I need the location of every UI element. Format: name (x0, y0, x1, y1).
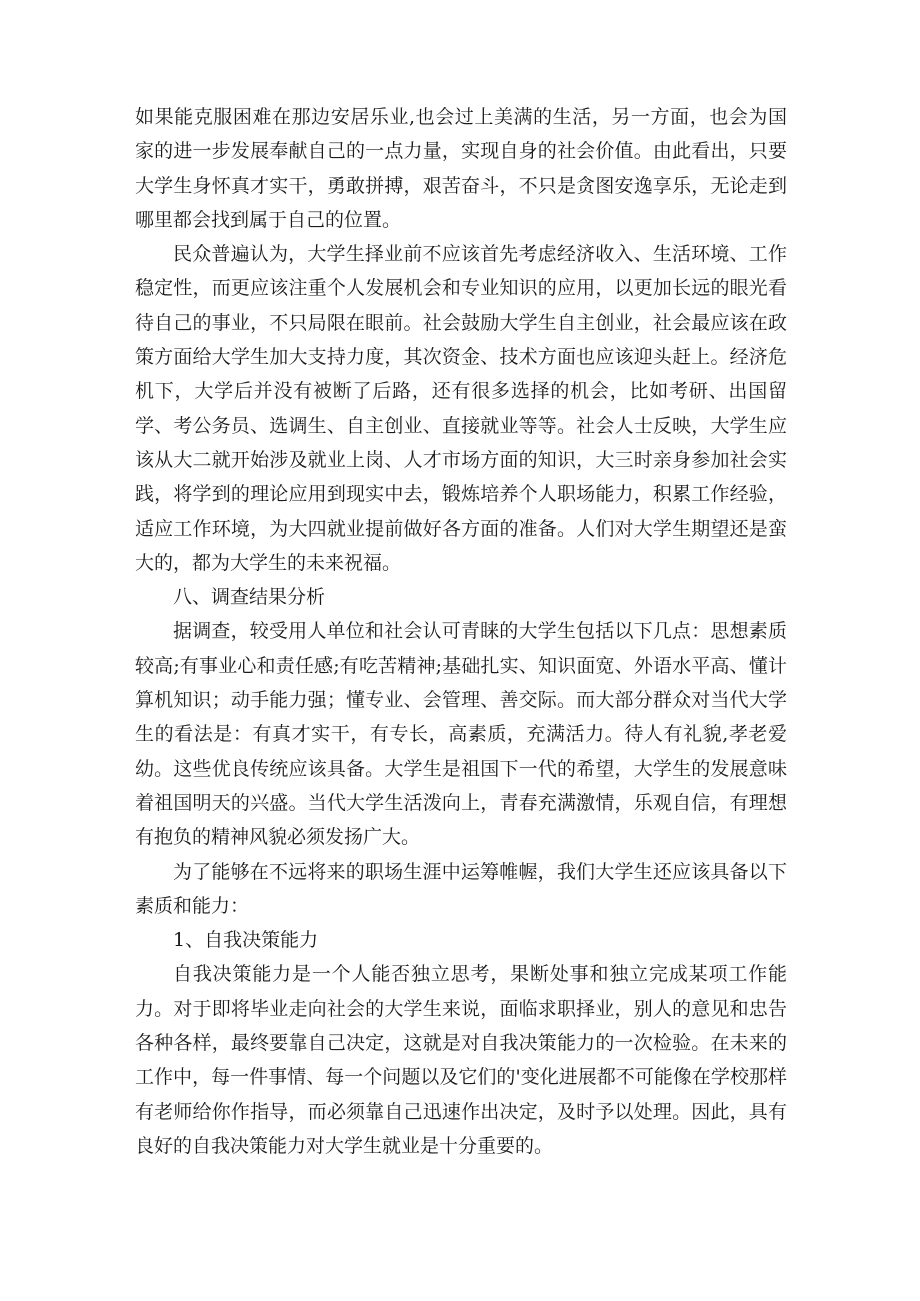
paragraph-continuation: 如果能克服困难在那边安居乐业,也会过上美满的生活，另一方面，也会为国家的进一步发展奉献自己的一点力量，实现自身的社会价值。由此看出，只要大学生身怀真才实干，勇敢拼搏，艰苦奋斗，不只是贪图安逸享乐，无论走到哪里都会找到属于自己的位置。 (135, 106, 787, 231)
paragraph-self-decision: 自我决策能力是一个人能否独立思考，果断处事和独立完成某项工作能力。对于即将毕业走向社会的大学生来说，面临求职择业，别人的意见和忠告各种各样，最终要靠自己决定，这就是对自我决策能力的一次检验。在未来的工作中，每一件事情、每一个问题以及它们的'变化进展都不可能像在学校那样有老师给你作指导，而必须靠自己迅速作出决定，及时予以处理。因此，具有良好的自我决策能力对大学生就业是十分重要的。 (135, 963, 787, 1157)
paragraph-public-opinion: 民众普遍认为，大学生择业前不应该首先考虑经济收入、生活环境、工作稳定性，而更应该注重个人发展机会和专业知识的应用，以更加长远的眼光看待自己的事业，不只局限在眼前。社会鼓励大学生自主创业，社会最应该在政策方面给大学生加大支持力度，其次资金、技术方面也应该迎头赶上。经济危机下，大学后并没有被断了后路，还有很多选择的机会，比如考研、出国留学、考公务员、选调生、自主创业、直接就业等等。社会人士反映，大学生应该从大二就开始涉及就业上岗、人才市场方面的知识，大三时亲身参加社会实践，将学到的理论应用到现实中去，锻炼培养个人职场能力，积累工作经验，适应工作环境，为大四就业提前做好各方面的准备。人们对大学生期望还是蛮大的，都为大学生的未来祝福。 (135, 243, 787, 574)
document-body (135, 100, 787, 1163)
section-heading-analysis: 八、调查结果分析 (173, 586, 326, 609)
paragraph-survey-results: 据调查，较受用人单位和社会认可青睐的大学生包括以下几点：思想素质较高;有事业心和责任感;有吃苦精神;基础扎实、知识面宽、外语水平高、懂计算机知识；动手能力强；懂专业、会管理、善交际。而大部分群众对当代大学生的看法是：有真才实干，有专长，高素质，充满活力。待人有礼貌,孝老爱幼。这些优良传统应该具备。大学生是祖国下一代的希望，大学生的发展意味着祖国明天的兴盛。当代大学生活泼向上，青春充满激情，乐观自信，有理想有抱负的精神风貌必须发扬广大。 (135, 620, 787, 849)
subheading-self-decision: 1、自我决策能力 (173, 929, 319, 952)
paragraph-qualities-intro: 为了能够在不远将来的职场生涯中运筹帷幄，我们大学生还应该具备以下素质和能力： (135, 860, 787, 917)
